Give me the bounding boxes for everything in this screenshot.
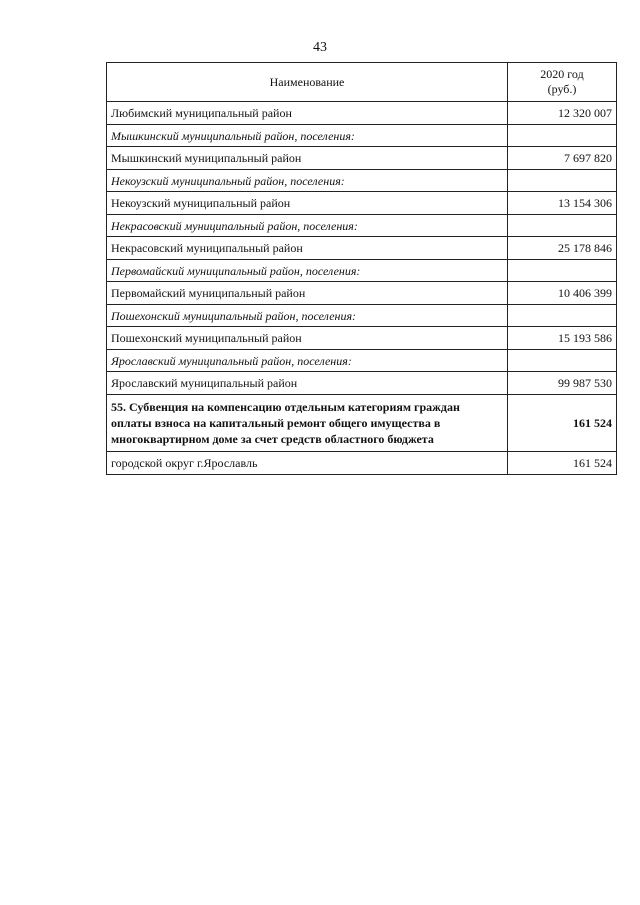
column-header-amount: [508, 63, 617, 102]
row-amount: [508, 260, 617, 282]
table-row: [107, 327, 617, 350]
row-name: Пошехонский муниципальный район: [107, 327, 508, 350]
row-name: Некоузский муниципальный район: [107, 192, 508, 215]
page-number: 43: [313, 40, 327, 55]
row-name: Любимский муниципальный район: [107, 102, 508, 125]
table-row: [107, 192, 617, 215]
row-amount: 12 320 007: [508, 102, 617, 125]
row-name: Некрасовский муниципальный район, поселения:: [107, 215, 508, 237]
budget-table: [106, 62, 617, 475]
table-row-subheading: [107, 350, 617, 372]
row-amount: [508, 170, 617, 192]
row-amount: [508, 305, 617, 327]
table-row-subheading: [107, 170, 617, 192]
table-row: [107, 147, 617, 170]
row-name: Некоузский муниципальный район, поселения:: [107, 170, 508, 192]
table-row: [107, 282, 617, 305]
table-row-subheading: [107, 305, 617, 327]
table-row-subheading: [107, 215, 617, 237]
row-name: Пошехонский муниципальный район, поселения:: [107, 305, 508, 327]
row-amount: 7 697 820: [508, 147, 617, 170]
row-name: Ярославский муниципальный район, поселения:: [107, 350, 508, 372]
row-name: Некрасовский муниципальный район: [107, 237, 508, 260]
row-amount: [508, 125, 617, 147]
table-row: [107, 452, 617, 475]
row-amount: 99 987 530: [508, 372, 617, 395]
table-row-subheading: [107, 125, 617, 147]
section-title: 55. Субвенция на компенсацию отдельным категориям граждан оплаты взноса на капитальный ремонт общего имущества в многоквартирном доме за счет средств областного бюджета: [107, 395, 508, 452]
row-amount: 15 193 586: [508, 327, 617, 350]
row-amount: [508, 215, 617, 237]
row-amount: 161 524: [508, 452, 617, 475]
row-name: Первомайский муниципальный район, поселения:: [107, 260, 508, 282]
row-amount: 13 154 306: [508, 192, 617, 215]
table-header-row: [107, 63, 617, 102]
column-header-name: Наименование: [107, 63, 508, 102]
row-amount: 25 178 846: [508, 237, 617, 260]
table-row-section-heading: [107, 395, 617, 452]
table-row: [107, 237, 617, 260]
column-header-unit: (руб.): [547, 82, 577, 96]
section-total: 161 524: [508, 395, 617, 452]
column-header-year: 2020 год: [540, 67, 584, 81]
row-name: Мышкинский муниципальный район, поселения:: [107, 125, 508, 147]
table-row: [107, 102, 617, 125]
row-name: городской округ г.Ярославль: [107, 452, 508, 475]
table-row-subheading: [107, 260, 617, 282]
table-row: [107, 372, 617, 395]
row-amount: [508, 350, 617, 372]
row-name: Первомайский муниципальный район: [107, 282, 508, 305]
row-amount: 10 406 399: [508, 282, 617, 305]
row-name: Ярославский муниципальный район: [107, 372, 508, 395]
row-name: Мышкинский муниципальный район: [107, 147, 508, 170]
